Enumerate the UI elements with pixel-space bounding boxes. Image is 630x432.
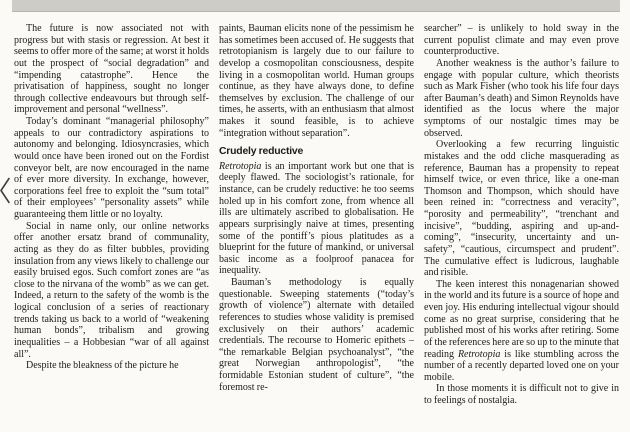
paragraph <box>219 161 414 277</box>
book-title: Retrotopia <box>457 348 501 360</box>
book-title: Retrotopia <box>219 160 262 172</box>
paragraph <box>424 279 619 384</box>
article-columns <box>14 23 619 421</box>
paragraph-text: The future is now associated not with progress but with stasis or regression. At best it seems to offer more of the same; at worst it holds out the prospect of “social degradation” and “impending catastrophe”. Hence the privatisation of happiness, sought no longer through collective endeavours but through self-improvement and personal “wellness”. <box>14 23 209 116</box>
article-column <box>424 23 619 421</box>
paragraph <box>424 58 619 139</box>
paragraph-text: searcher” – is unlikely to hold sway in the current populist climate and may even prove counterproductive. <box>424 23 619 58</box>
previous-page-button[interactable] <box>0 176 11 205</box>
section-subheading: Crudely reductive <box>219 146 304 158</box>
paragraph-text: Another weakness is the author’s failure to engage with popular culture, which theorists such as Mark Fisher (who took his life four days after Bauman’s death) and Simon Reynolds have identified as the locus where the major symptoms of our nostalgic times may be observed. <box>424 57 619 139</box>
paragraph-text: Bauman’s methodology is equally questionable. Sweeping statements (“today’s growth of violence”) alternate with detailed references to studies whose validity is premised exclusively on their authors’ academic credentials. The recourse to Homeric epithets – “the remarkable Belgian psychoanalyst”, “the great Norwegian anthropologist”, “the formidable Estonian student of culture”, “the foremost re- <box>219 277 414 393</box>
paragraph-text: Overlooking a few recurring linguistic mistakes and the odd cliche masquerading as reference, Bauman has a propensity to repeat himself twice, or even thrice, like a one-man Thomson and Thompson, which should have been reined in: “correctness and veracity”, “porosity and permeability”, “trenchant and incisive”, “budding, aspiring and up-and-coming”, “insecurity, uncertainty and un-safety”, “cautious, circumspect and prudent”. The cumulative effect is ludicrous, laughable and risible. <box>424 139 619 279</box>
paragraph-text: paints, Bauman elicits none of the pessimism he has sometimes been accused of. He suggests that retrotopianism is largely due to our failure to develop a cosmopolitan consciousness, despite living in a cosmopolitan world. Human groups continue, as they have always done, to define themselves by exclusion. The challenge of our times, he asserts, with an enthusiasm that almost makes it sound feasible, is to achieve “integration without separation”. <box>219 23 414 139</box>
paragraph-text: Social in name only, our online networks offer another ersatz brand of communality, acting as they do as filter bubbles, providing insulation from any views likely to challenge our easily bruised egos. Such comfort zones are “as close to the nirvana of the womb” as we can get. Indeed, a return to the safety of the womb is the logical conclusion of a series of reactionary trends taking us back to a world of “weakening human bonds”, tribalism and growing inequalities – a Hobbesian “war of all against all”. <box>14 220 209 360</box>
paragraph <box>14 116 209 221</box>
paragraph-text: Today’s dominant “managerial philosophy” appeals to our contradictory aspirations to autonomy and belonging. Idiosyncrasies, which would once have been ironed out on the Fordist conveyor belt, are now encouraged in the name of ever more diversity. In exchange, however, corporations feel free to exploit the “sum total” of their employees’ “personality assets” while guaranteeing them little or no loyalty. <box>14 116 209 220</box>
paragraph <box>424 139 619 279</box>
article-column <box>14 23 209 421</box>
paragraph-text: is an important work but one that is deeply flawed. The sociologist’s rationale, for instance, can be crudely reductive: he too seems holed up in his comfort zone, from whence all ills are ultimately ascribed to globalisation. He appears surprisingly naive at times, presenting some of the pontiff’s pious platitudes as a blueprint for the future of mankind, or universal basic income as a foolproof panacea for inequality. <box>219 160 414 277</box>
paragraph-text: The keen interest this nonagenarian showed in the world and its future is a source of hope and even joy. His enduring intellectual vigour should come as no great surprise, considering that he published most of his works after retiring. Some of the references here are so up to the minute that reading <box>424 278 619 360</box>
article-column <box>219 23 414 421</box>
paragraph-text: In those moments it is difficult not to give in to feelings of nostalgia. <box>424 383 619 406</box>
paragraph <box>219 23 414 139</box>
paragraph <box>424 23 619 58</box>
adjacent-image-bottom-edge <box>12 0 620 12</box>
paragraph <box>14 23 209 116</box>
paragraph <box>14 360 209 372</box>
paragraph <box>424 383 619 406</box>
chevron-left-icon <box>0 176 11 205</box>
paragraph-text: Despite the bleakness of the picture he <box>26 360 179 372</box>
paragraph <box>14 221 209 361</box>
paragraph <box>219 277 414 393</box>
paragraph-text: is like stumbling across the number of a recently departed loved one on your mobile. <box>424 348 619 383</box>
